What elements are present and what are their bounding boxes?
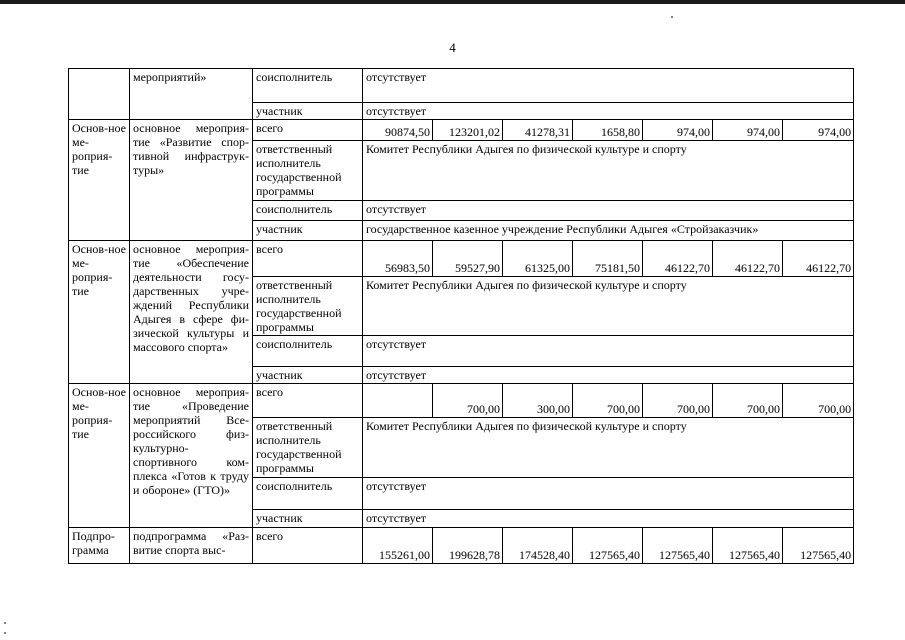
- type-cell: Подпро-грамма: [69, 528, 130, 564]
- page-number: 4: [449, 40, 456, 55]
- event-name-cell: основное мероприя-тие «Проведение мероприятий Все-российского физ-культурно-спортивного ком-плекса «Готов к труду и обороне» (ГТО)»: [130, 384, 253, 528]
- amount-cell: 700,00: [783, 384, 854, 418]
- event-name-cell: подпрограмма «Раз-витие спорта выс-: [130, 528, 253, 564]
- role-value-responsible: Комитет Республики Адыгея по физической культуре и спорту: [363, 418, 854, 478]
- role-value-participant: государственное казенное учреждение Республики Адыгея «Стройзаказчик»: [363, 221, 854, 241]
- amount-cell: [363, 384, 433, 418]
- amount-cell: 700,00: [643, 384, 713, 418]
- table-row: [69, 241, 854, 277]
- role-label-responsible: ответственный исполнитель государственной программы: [253, 141, 363, 201]
- table-row: [69, 69, 854, 103]
- role-label-participant: участник: [253, 510, 363, 528]
- amount-cell: 127565,40: [783, 528, 854, 564]
- total-label: всего: [253, 120, 363, 141]
- role-label-participant: участник: [253, 367, 363, 384]
- role-label-cosponsor: соисполнитель: [253, 201, 363, 221]
- amount-cell: 974,00: [783, 120, 854, 141]
- event-name-cell: основное мероприя-тие «Обеспечение деятельности госу-дарственных учре-ждений Республики Адыгея в сфере фи-зической культуры и массового спорта»: [130, 241, 253, 384]
- amount-cell: 127565,40: [713, 528, 783, 564]
- amount-cell: 56983,50: [363, 241, 433, 277]
- amount-cell: 59527,90: [433, 241, 503, 277]
- amount-cell: 700,00: [573, 384, 643, 418]
- type-cell: [69, 69, 130, 120]
- amount-cell: 127565,40: [643, 528, 713, 564]
- amount-cell: 155261,00: [363, 528, 433, 564]
- role-label-responsible: ответственный исполнитель государственной программы: [253, 277, 363, 336]
- amount-cell: 700,00: [433, 384, 503, 418]
- role-label-cosponsor: соисполнитель: [253, 69, 363, 103]
- scan-top-border: [0, 0, 905, 4]
- role-value-responsible: Комитет Республики Адыгея по физической культуре и спорту: [363, 141, 854, 201]
- amount-cell: 123201,02: [433, 120, 503, 141]
- amount-cell: 75181,50: [573, 241, 643, 277]
- role-label-cosponsor: соисполнитель: [253, 336, 363, 367]
- role-value-participant: отсутствует: [363, 103, 854, 120]
- amount-cell: 46122,70: [783, 241, 854, 277]
- amount-cell: 46122,70: [643, 241, 713, 277]
- event-name-cell: мероприятий»: [130, 69, 253, 120]
- amount-cell: 61325,00: [503, 241, 573, 277]
- role-value-cosponsor: отсутствует: [363, 201, 854, 221]
- scan-speck: [671, 16, 673, 18]
- total-label: всего: [253, 384, 363, 418]
- event-name-cell: основное мероприя-тие «Развитие спор-тивной инфраструк-туры»: [130, 120, 253, 241]
- amount-cell: 41278,31: [503, 120, 573, 141]
- table-row: [69, 384, 854, 418]
- type-cell: Основ-ное ме-роприя-тие: [69, 241, 130, 384]
- table-row: [69, 528, 854, 564]
- role-label-participant: участник: [253, 103, 363, 120]
- role-value-responsible: Комитет Республики Адыгея по физической культуре и спорту: [363, 277, 854, 336]
- type-cell: Основ-ное ме-роприя-тие: [69, 120, 130, 241]
- role-label-participant: участник: [253, 221, 363, 241]
- role-value-participant: отсутствует: [363, 510, 854, 528]
- amount-cell: 199628,78: [433, 528, 503, 564]
- table-row: [69, 120, 854, 141]
- amount-cell: 90874,50: [363, 120, 433, 141]
- amount-cell: 1658,80: [573, 120, 643, 141]
- role-value-cosponsor: отсутствует: [363, 336, 854, 367]
- amount-cell: 974,00: [643, 120, 713, 141]
- budget-table: [68, 68, 854, 564]
- role-value-cosponsor: отсутствует: [363, 478, 854, 510]
- amount-cell: 46122,70: [713, 241, 783, 277]
- type-cell: Основ-ное ме-роприя-тие: [69, 384, 130, 528]
- amount-cell: 174528,40: [503, 528, 573, 564]
- amount-cell: 127565,40: [573, 528, 643, 564]
- amount-cell: 974,00: [713, 120, 783, 141]
- role-value-participant: отсутствует: [363, 367, 854, 384]
- amount-cell: 300,00: [503, 384, 573, 418]
- role-label-cosponsor: соисполнитель: [253, 478, 363, 510]
- role-value-cosponsor: отсутствует: [363, 69, 854, 103]
- scan-speck: [4, 622, 6, 624]
- total-label: всего: [253, 528, 363, 564]
- scan-speck: [4, 632, 6, 634]
- role-label-responsible: ответственный исполнитель государственной программы: [253, 418, 363, 478]
- total-label: всего: [253, 241, 363, 277]
- amount-cell: 700,00: [713, 384, 783, 418]
